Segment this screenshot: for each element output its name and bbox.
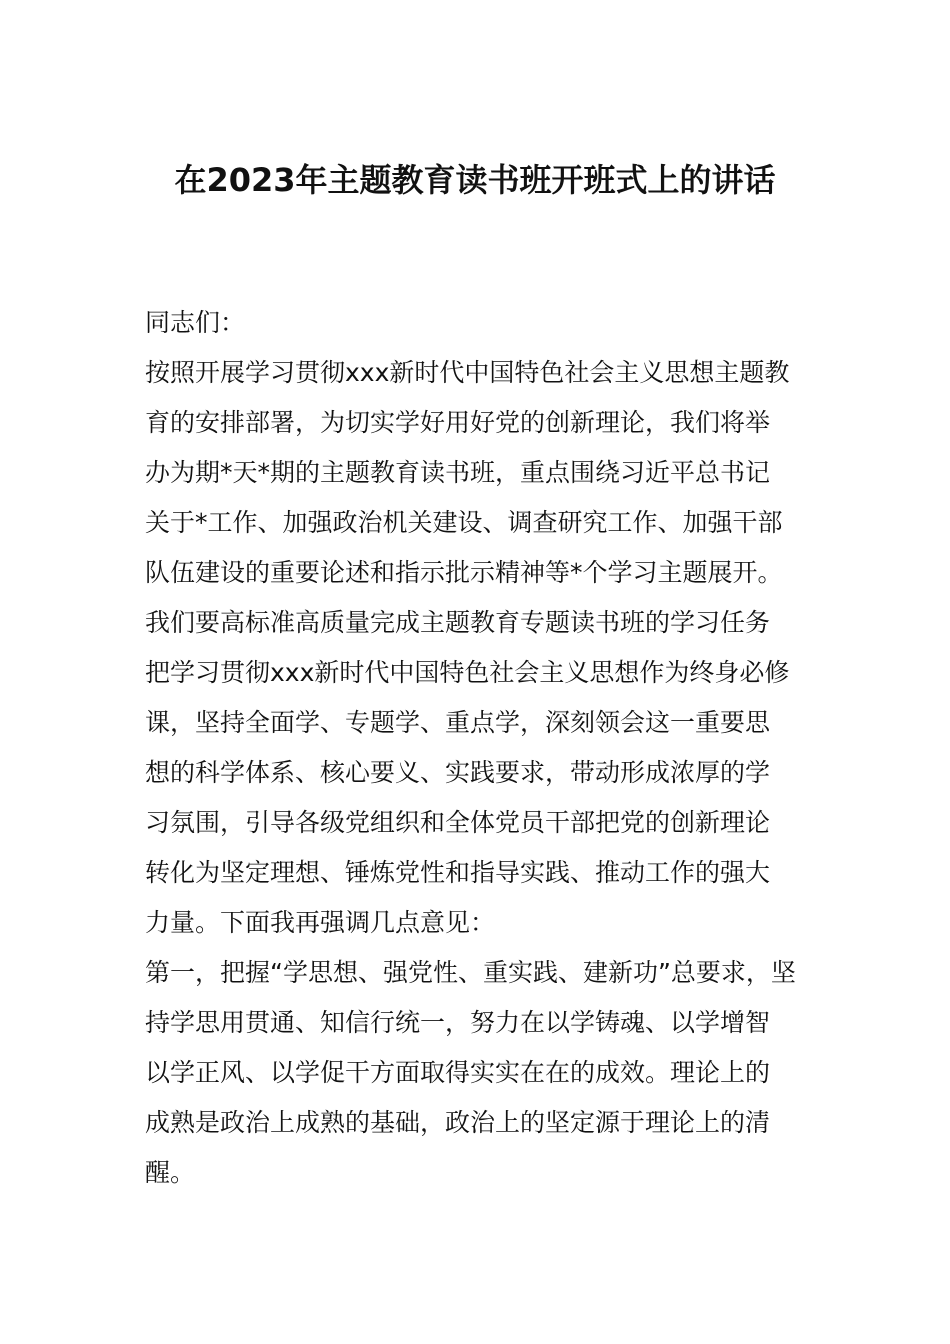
document-body <box>145 298 815 1198</box>
text-line: 课，坚持全面学、专题学、重点学，深刻领会这一重要思 <box>145 708 771 737</box>
text-line: 醒。 <box>145 1158 196 1187</box>
text-line: 习氛围，引导各级党组织和全体党员干部把党的创新理论 <box>145 808 771 837</box>
text-line: 同志们： <box>145 308 246 337</box>
text-line: 想的科学体系、核心要义、实践要求，带动形成浓厚的学 <box>145 758 771 787</box>
text-line: 把学习贯彻xxx新时代中国特色社会主义思想作为终身必修 <box>145 658 790 687</box>
text-line: 转化为坚定理想、锤炼党性和指导实践、推动工作的强大 <box>145 858 771 887</box>
text-line: 关于*工作、加强政治机关建设、调查研究工作、加强干部 <box>145 508 783 537</box>
text-line: 第一，把握“学思想、强党性、重实践、建新功”总要求，坚 <box>145 958 796 987</box>
text-line: 按照开展学习贯彻xxx新时代中国特色社会主义思想主题教 <box>145 358 790 387</box>
text-line: 持学思用贯通、知信行统一，努力在以学铸魂、以学增智 <box>145 1008 771 1037</box>
text-line: 成熟是政治上成熟的基础，政治上的坚定源于理论上的清 <box>145 1108 771 1137</box>
text-line: 以学正风、以学促干方面取得实实在在的成效。理论上的 <box>145 1058 771 1087</box>
text-line: 力量。下面我再强调几点意见： <box>145 908 496 937</box>
document-title: 在2023年主题教育读书班开班式上的讲话 <box>174 161 776 199</box>
text-line: 我们要高标准高质量完成主题教育专题读书班的学习任务 <box>145 608 771 637</box>
text-line: 办为期*天*期的主题教育读书班，重点围绕习近平总书记 <box>145 458 771 487</box>
text-line: 育的安排部署，为切实学好用好党的创新理论，我们将举 <box>145 408 771 437</box>
text-line: 队伍建设的重要论述和指示批示精神等*个学习主题展开。 <box>145 558 783 587</box>
